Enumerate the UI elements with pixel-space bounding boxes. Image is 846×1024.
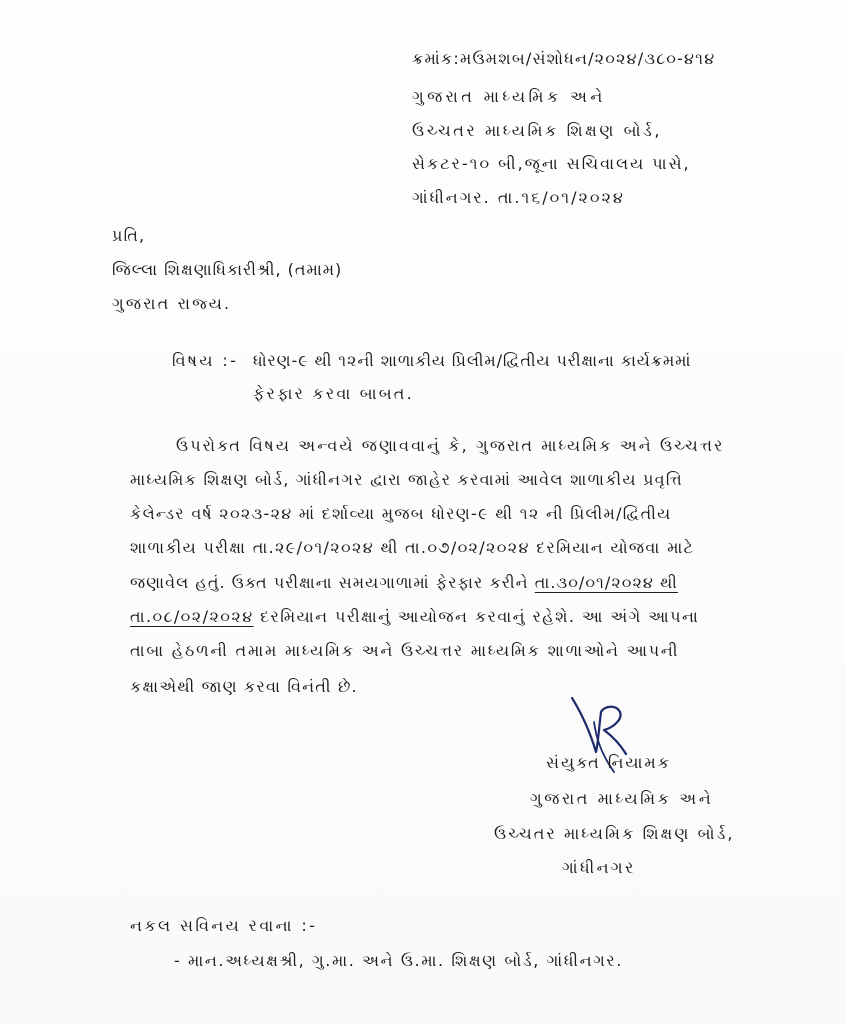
signatory-city: ગાંધીનગર (562, 858, 636, 877)
new-start-date: તા.૩૦/૦૧/૨૦૨૪ થી (534, 573, 678, 592)
body-line-1: ઉપરોક્ત વિષય અન્વયે જણાવવાનું કે, ગુજરાત માધ્યમિક અને ઉચ્ચત્તર (176, 436, 725, 455)
recipient-prati: પ્રતિ, (112, 226, 146, 245)
org-address: સેકટર-૧૦ બી,જૂના સચિવાલય પાસે, (412, 154, 691, 173)
signatory-title: સંયુક્ત નિયામક (546, 753, 671, 772)
body-line-4: શાળાકીય પરીક્ષા તા.૨૯/૦૧/૨૦૨૪ થી તા.૦૭/૦૨/૨૦૨૪ દરમિયાન યોજવા માટે (130, 538, 695, 557)
body-line-8: કક્ષાએથી જાણ કરવા વિનંતી છે. (130, 677, 358, 696)
recipient-state: ગુજરાત રાજ્ય. (112, 294, 232, 313)
body-line-5 (130, 572, 678, 594)
body-line-7: તાબા હેઠળની તમામ માધ્યમિક અને ઉચ્ચત્તર માધ્યમિક શાળાઓને આપની (130, 641, 680, 660)
signatory-org-2: ઉચ્ચતર માધ્યમિક શિક્ષણ બોર્ડ, (494, 824, 735, 843)
recipient-name: જિલ્લા શિક્ષણાધિકારીશ્રી, (તમામ) (112, 260, 343, 279)
org-line-1: ગુજરાત માધ્યમિક અને (412, 87, 606, 106)
signatory-org-1: ગુજરાત માધ્યમિક અને (530, 789, 714, 808)
body-line-5-text: જણાવેલ હતું. ઉક્ત પરીક્ષાના સમયગાળામાં ફેરફાર કરીને (130, 573, 535, 592)
subject-line-2: ફેરફાર કરવા બાબત. (253, 384, 414, 403)
body-line-3: કેલેન્ડર વર્ષ ૨૦૨૩-૨૪ માં દર્શાવ્યા મુજબ ધોરણ-૯ થી ૧૨ ની પ્રિલીમ/દ્વિતીય (130, 504, 672, 523)
org-line-2: ઉચ્ચતર માધ્યમિક શિક્ષણ બોર્ડ, (412, 121, 663, 140)
new-end-date: તા.૦૮/૦૨/૨૦૨૪ (130, 607, 254, 626)
city-date: ગાંધીનગર. તા.૧૬/૦૧/૨૦૨૪ (412, 188, 625, 207)
reference-number: ક્રમાંક:મઉમશબ/સંશોધન/૨૦૨૪/૩૮૦-૪૧૪ (412, 49, 716, 68)
subject-line-1: ધોરણ-૯ થી ૧૨ની શાળાકીય પ્રિલીમ/દ્વિતીય પરીક્ષાના કાર્યક્રમમાં (253, 351, 692, 370)
copy-label: નકલ સવિનય રવાના :- (130, 916, 318, 935)
copy-item-1: - માન.અધ્યક્ષશ્રી, ગુ.મા. અને ઉ.મા. શિક્ષણ બોર્ડ, ગાંધીનગર. (174, 951, 623, 970)
subject-label: વિષય :- (172, 351, 239, 370)
body-line-6 (130, 606, 699, 628)
body-line-6-text: દરમિયાન પરીક્ષાનું આયોજન કરવાનું રહેશે. આ અંગે આપના (253, 607, 700, 626)
body-line-2: માધ્યમિક શિક્ષણ બોર્ડ, ગાંધીનગર દ્વારા જાહેર કરવામાં આવેલ શાળાકીય પ્રવૃત્તિ (130, 470, 683, 489)
